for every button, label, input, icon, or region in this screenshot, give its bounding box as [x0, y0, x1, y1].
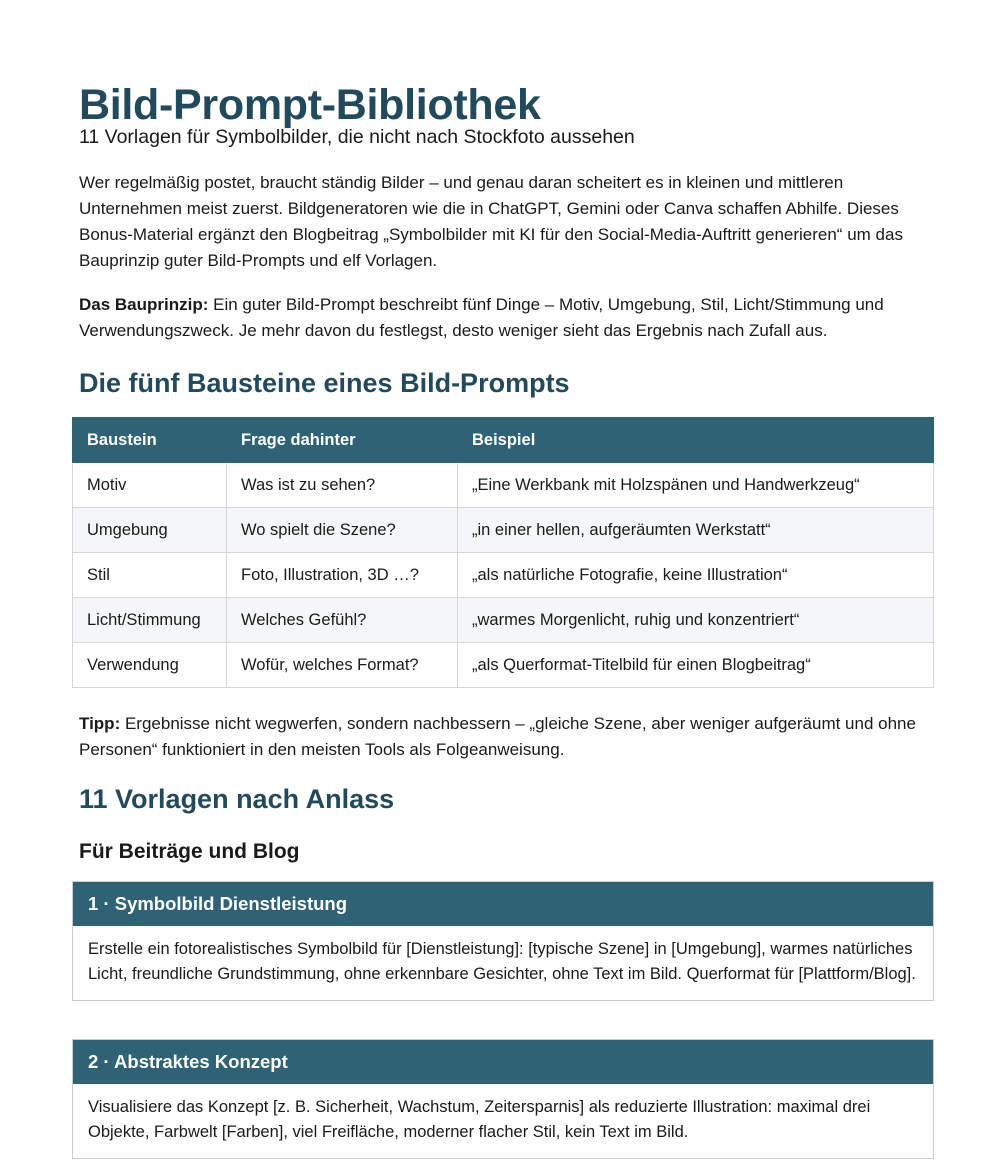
column-header: Frage dahinter — [227, 418, 458, 463]
document-title: Bild-Prompt-Bibliothek — [79, 81, 541, 129]
principle-label: Das Bauprinzip: — [79, 295, 209, 314]
table-row — [73, 643, 934, 688]
table-cell: Wofür, welches Format? — [227, 643, 458, 688]
column-header: Beispiel — [458, 418, 934, 463]
table-cell: Motiv — [73, 463, 227, 508]
template-card-title: 2 · Abstraktes Konzept — [73, 1040, 933, 1084]
column-header: Baustein — [73, 418, 227, 463]
table-cell: Welches Gefühl? — [227, 598, 458, 643]
template-card-1 — [72, 881, 934, 1001]
table-row — [73, 463, 934, 508]
table-row — [73, 553, 934, 598]
section-heading-blocks: Die fünf Bausteine eines Bild-Prompts — [79, 368, 570, 398]
template-card-2 — [72, 1039, 934, 1159]
section-heading-templates: 11 Vorlagen nach Anlass — [79, 784, 395, 814]
template-card-body: Visualisiere das Konzept [z. B. Sicherheit, Wachstum, Zeitersparnis] als reduzierte Illustration: maximal drei Objekte, Farbwelt [Farben], viel Freifläche, moderner flacher Stil, kein Text im Bild. — [88, 1098, 871, 1141]
table-cell: „warmes Morgenlicht, ruhig und konzentriert“ — [458, 598, 934, 643]
table-cell: Wo spielt die Szene? — [227, 508, 458, 553]
subsection-heading: Für Beiträge und Blog — [79, 840, 300, 863]
table-cell: Was ist zu sehen? — [227, 463, 458, 508]
tip-paragraph — [79, 711, 924, 763]
tip-label: Tipp: — [79, 714, 121, 733]
table-cell: Foto, Illustration, 3D …? — [227, 553, 458, 598]
table-cell: „als natürliche Fotografie, keine Illustration“ — [458, 553, 934, 598]
document-subtitle: 11 Vorlagen für Symbolbilder, die nicht nach Stockfoto aussehen — [79, 126, 635, 148]
tip-text: Ergebnisse nicht wegwerfen, sondern nachbessern – „gleiche Szene, aber weniger aufgeräumt und ohne Personen“ funktioniert in den meisten Tools als Folgeanweisung. — [79, 714, 916, 759]
principle-text: Ein guter Bild-Prompt beschreibt fünf Dinge – Motiv, Umgebung, Stil, Licht/Stimmung und Verwendungszweck. Je mehr davon du festlegst, desto weniger sieht das Ergebnis nach Zufall aus. — [79, 295, 884, 340]
table-row — [73, 508, 934, 553]
table-row — [73, 598, 934, 643]
table-header-row — [73, 418, 934, 463]
table-cell: Umgebung — [73, 508, 227, 553]
blocks-table — [72, 417, 934, 688]
template-card-body: Erstelle ein fotorealistisches Symbolbild für [Dienstleistung]: [typische Szene] in [Umgebung], warmes natürliches Licht, freundliche Grundstimmung, ohne erkennbare Gesichter, ohne Text im Bild. Querformat für [Plattform/Blog]. — [88, 940, 916, 983]
intro-paragraph: Wer regelmäßig postet, braucht ständig Bilder – und genau daran scheitert es in kleinen und mittleren Unternehmen meist zuerst. Bildgeneratoren wie die in ChatGPT, Gemini oder Canva schaffen Abhilfe. Dieses Bonus-Material ergänzt den Blogbeitrag „Symbolbilder mit KI für den Social-Media-Auftritt generieren“ um das Bauprinzip guter Bild-Prompts und elf Vorlagen. — [79, 173, 903, 270]
table-cell: „Eine Werkbank mit Holzspänen und Handwerkzeug“ — [458, 463, 934, 508]
table-cell: Stil — [73, 553, 227, 598]
table-cell: Verwendung — [73, 643, 227, 688]
table-cell: Licht/Stimmung — [73, 598, 227, 643]
table-cell: „in einer hellen, aufgeräumten Werkstatt“ — [458, 508, 934, 553]
table-cell: „als Querformat-Titelbild für einen Blogbeitrag“ — [458, 643, 934, 688]
template-card-title: 1 · Symbolbild Dienstleistung — [73, 882, 933, 926]
principle-paragraph — [79, 292, 924, 344]
